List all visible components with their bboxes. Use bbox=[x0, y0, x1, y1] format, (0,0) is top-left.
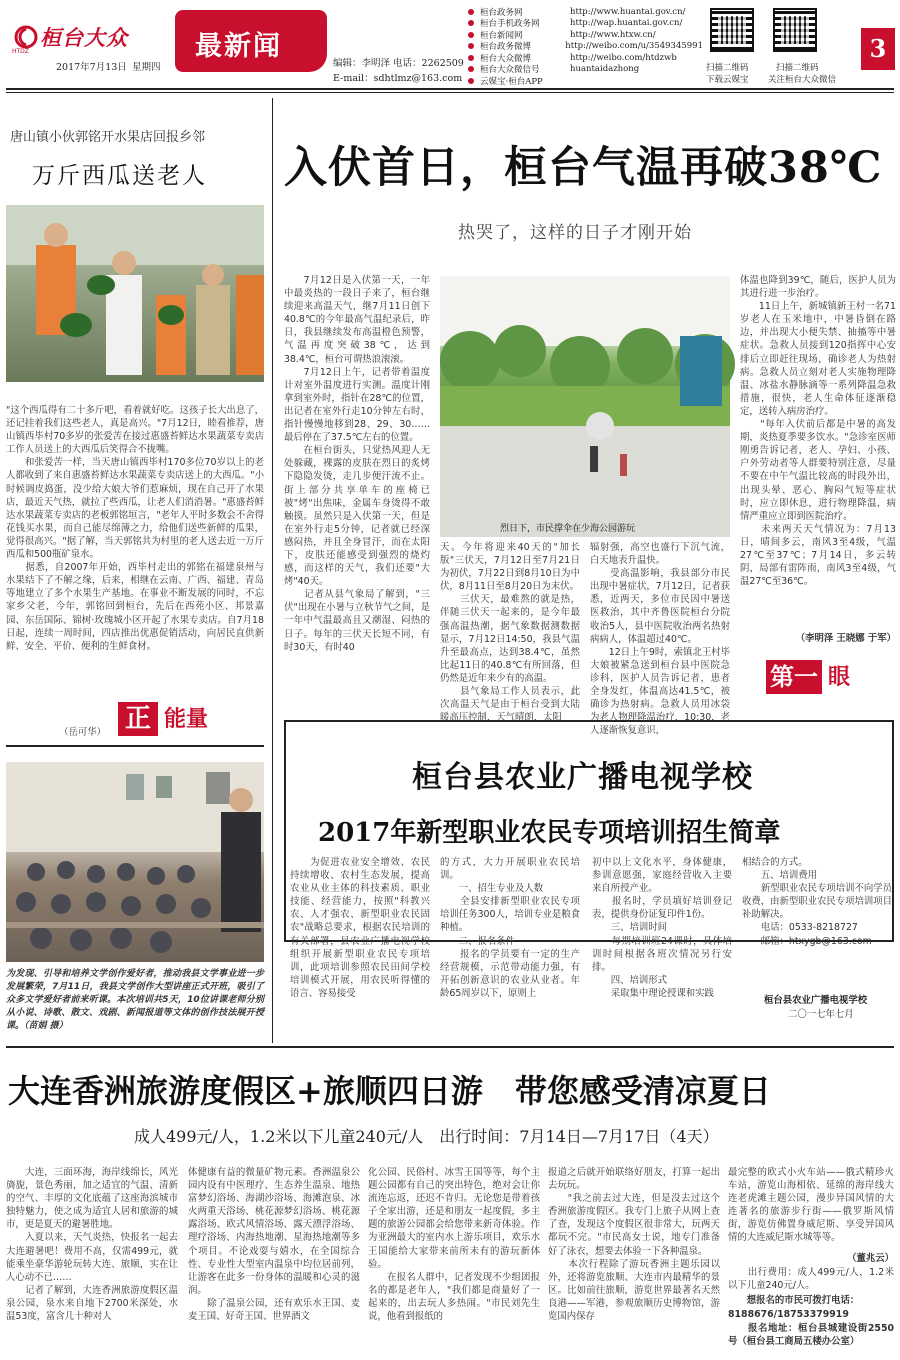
positive-energy-tag bbox=[118, 702, 242, 736]
travel-contact-phone[interactable]: 8188676/18753379919 bbox=[728, 1309, 849, 1320]
main-headline: 入伏首日，桓台气温再破38℃ bbox=[284, 143, 883, 193]
site-url[interactable]: http://www.htxw.cn/ bbox=[570, 29, 656, 40]
qr-caption: 关注桓台大众微信 bbox=[768, 75, 837, 85]
story-title: 万斤西瓜送老人 bbox=[32, 163, 207, 189]
qr-code-wechat[interactable] bbox=[773, 8, 817, 52]
travel-address: 报名地址：桓台县城建设街2550号（桓台县工商局五楼办公室） bbox=[728, 1323, 894, 1348]
travel-headline: 大连香洲旅游度假区+旅顺四日游 带您感受清凉夏日 bbox=[8, 1072, 771, 1110]
story-byline: （岳可华） bbox=[59, 727, 106, 738]
page-number: 3 bbox=[861, 28, 895, 70]
site-name: 桓台新闻网 bbox=[480, 30, 523, 41]
site-url[interactable]: http://www.huantai.gov.cn/ bbox=[570, 6, 686, 17]
qr-caption: 扫描二维码 bbox=[706, 63, 749, 73]
school-ad-col1: 为促进农业安全增效、农民持续增收、农村生态发展，提高农业从业主体的科技素质、职业技能、经营能力，按照"科教兴农、人才强农、新型职业农民固农"战略总要求，根据农民培训的有关部署，县农业广播电视学校组织开展新型职业农民专项培训，此项培训参照农民田间学校培训模式开展，用农民听得懂的语言、容易接受 bbox=[290, 857, 430, 999]
tag-text: 能量 bbox=[164, 706, 209, 732]
column-divider bbox=[272, 98, 273, 1043]
tag-char: 正 bbox=[118, 702, 158, 736]
qr-caption: 扫描二维码 bbox=[776, 63, 819, 73]
masthead-logo: 桓台大众 bbox=[40, 25, 128, 50]
site-row bbox=[468, 18, 703, 30]
school-ad-title: 桓台县农业广播电视学校 bbox=[412, 760, 753, 795]
site-row bbox=[468, 52, 703, 64]
travel-col1: 大连，三面环海，海岸线绵长，风光旖旎，景色秀丽，加之适宜的气温、清新的空气、丰厚的文化底蕴了这座海滨城市独特魅力，使之成为适宜人居和旅游的城市，更是夏天的避暑胜地。 入夏以来，天气炎热，快报名一起去大连避暑吧！费用不高，仅需499元，就能乘坐豪华游轮玩转大连、旅顺，实在让人心动不已…… 记者了解到，大连香洲旅游度假区温泉公园，泉水来自地下2700米深处，水温53度，富含几十种对人 bbox=[6, 1167, 178, 1323]
bullet-icon bbox=[468, 20, 474, 26]
travel-col3: 化公园、民俗村、冰雪王国等等，每个主题公园都有自己的突出特色，绝对会让你流连忘返，还迟不肯归。无论您是带着孩子全家出游，还是和朋友一起度假，多主题的旅游公园都会给您带来新奇体验。作为亚洲最大的室内水上游乐项目，欢乐水王国能给大家带来前所未有的游玩新体验。 在报名人群中，记者发现不少组团报名的都是老年人，"我们都是商量好了一起来的，出去玩人多热闹。"市民刘先生说，他看到报纸的 bbox=[368, 1167, 540, 1323]
bullet-icon bbox=[468, 66, 474, 72]
travel-col5: 最完整的欧式小火车站——俄式精珍火车站，游览山海相依、延绵的海岸线大连老虎滩主题公园，漫步异国风情的大连著名的旅游步行街——俄罗斯风情街，游览仿佛置身威尼斯、享受异国风情的大连威尼斯水城等等。 bbox=[728, 1167, 894, 1244]
park-photo-caption: 烈日下，市民撑伞在少海公园游玩 bbox=[500, 524, 636, 534]
school-ad-col3: 初中以上文化水平，身体健康，参训意愿强，家庭经营收入主要来自所授产业。 报名时，学员填好培训登记表，提供身份证复印件1份。 三、培训时间 每期培训班24课时，具体培训时间根据各班次情况另行安排。 四、培训形式 采取集中理论授课和实践 bbox=[592, 857, 732, 999]
bullet-icon bbox=[468, 55, 474, 61]
site-name: 桓台大众微博 bbox=[480, 53, 532, 64]
site-url[interactable]: http://wap.huantai.gov.cn/ bbox=[570, 18, 683, 29]
issue-weekday: 星期四 bbox=[132, 62, 161, 73]
school-ad-signature: 桓台县农业广播电视学校 bbox=[764, 995, 868, 1006]
section-badge bbox=[175, 10, 327, 72]
bullet-icon bbox=[468, 78, 474, 84]
school-ad-date: 二〇一七年七月 bbox=[788, 1009, 854, 1020]
school-ad-col4: 相结合的方式。 五、培训费用 新型职业农民专项培训不向学员收费，由新型职业农民专项培训项目补助解决。 电话：0533-8218727 邮箱：htxygb@163.com bbox=[742, 857, 893, 947]
site-name: 桓台政务微博 bbox=[480, 42, 532, 53]
travel-subheadline: 成人499元/人，1.2米以下儿童240元/人 出行时间：7月14日—7月17日（4天） bbox=[134, 1127, 719, 1146]
story-kicker: 唐山镇小伙郭铭开水果店回报乡邻 bbox=[10, 130, 206, 145]
main-subheadline: 热哭了，这样的日子才刚开始 bbox=[458, 223, 692, 243]
logo-icon bbox=[14, 26, 38, 48]
site-url[interactable]: http://weibo.com/u/3549345991 bbox=[565, 41, 703, 52]
site-row bbox=[468, 29, 703, 41]
school-ad-col2: 的方式，大力开展职业农民培训。 一、招生专业及人数 全县安排新型职业农民专项培训任务300人，培训专业是粮食种植。 二、报名条件 报名的学员要有一定的生产经营规模，示范带动能力强，有开拓创新意识的农业从业者。年龄65周岁以下，原则上 bbox=[440, 857, 580, 999]
masthead-rule bbox=[6, 88, 894, 90]
email-line: E-mail：sdhtlmz@163.com bbox=[333, 73, 463, 84]
issue-date: 2017年7月13日 bbox=[56, 62, 127, 73]
tag-char: 第一 bbox=[766, 660, 822, 694]
travel-contact-label: 想报名的市民可拨打电话： bbox=[728, 1295, 860, 1306]
main-story-col4: 体温也降到39℃，随后，医护人员为其进行进一步治疗。 11日上午，新城镇新王村一名71岁老人在玉米地中，中暑昏倒在路边，并出现大小便失禁、抽搐等中暑症状。急救人员接到120指挥中心安排后立即赶往现场，确诊老人为热射病。急救人员立刻对老人实施物理降温、冰盐水静脉滴等一系列降温急救措施，很快，老人生命体征逐渐稳定，送转入病房治疗。 "每年入伏前后都是中暑的高发期，炎热夏季要多饮水。"急诊室医师刚勇告诉记者，老人、孕妇、小孩、户外劳动者等人群要特别注意，尽量不要在中午气温比较高的时段外出，出现头晕、恶心、胸闷气短等症状时，应立即休息，进行物理降温，病情严重应立即到医院治疗。 未来两天天气情况为：7月13日，晴间多云，南风3至4级，气温27℃至37℃；7月14日，多云转阴，局部有雷阵雨，南风3至4级，气温27℃至36℃。 bbox=[740, 275, 896, 588]
story-body: "这个西瓜得有二十多斤吧，看着就好吃。这孩子长大出息了，还记挂着我们这些老人，真是高兴。"7月12日，睦看推荐，唐山镇西毕村70多岁的张爱苦在接过惠盛苔鲜达水果蔬菜专卖店工作人员送上的大西瓜后笑得合不拢嘴。 和张爱苦一样，当天唐山镇西毕村170多位70岁以上的老人都收到了来自惠盛苔鲜达水果蔬菜专卖店送上的大西瓜。"小时候调皮捣蛋，没少给大娘大爷们惹麻烦，现在自己开了水果店，最近天气热，就拉了些西瓜，让老人们消消暑。"惠盛苔鲜达水果蔬菜专卖店的老板郭铭垣言，"老年人平时多数会不舍得花钱买水果，而自己能尽绵薄之力，给他们送些新鲜的瓜果，觉得很高兴。"据了解，当天郭铭共为村里的老人送去近一万斤西瓜和500瓶矿泉水。 据悉，自2007年开始，西毕村走出的郭铭在福建泉州与水果结下了不解之缘，后来，相继在云南、广西、福建、青岛等地建立了多个水果生产基地。在事业不断发展的同时，不忘家乡父老，今年，郭铭回到桓台，先后在西苑小区、邦景嘉园、东岳国际、锦树·玫瑰城小区开起了水果专卖店。自7月18日起，连续一周时间，四店推出优惠促销活动，向居民直供新鲜、安全、平价、便利的生鲜食材。 bbox=[6, 405, 264, 652]
qr-caption: 下载云媒宝 bbox=[706, 75, 749, 85]
editor-line: 编辑：李明泽 电话：2262509 bbox=[333, 58, 464, 69]
site-list bbox=[468, 6, 703, 87]
travel-price: 出行费用：成人499元/人，1.2米以下儿童240元/人。 bbox=[728, 1267, 894, 1292]
literature-caption: 为发现、引导和培养文学创作爱好者，推动我县文学事业进一步发展繁荣，7月11日，我县文学创作大型讲座正式开班，吸引了众多文学爱好者前来听课。本次培训共5天，10位讲课老师分别从小说、诗歌、散文、戏剧、新闻报道等文体的创作技法展开授课。（苗娟 摄） bbox=[6, 969, 264, 1031]
park-photo bbox=[440, 276, 730, 537]
column-rule bbox=[6, 745, 264, 747]
section-rule bbox=[6, 1046, 894, 1048]
travel-col2: 体健康有益的微量矿物元素。香洲温泉公园内设有中医理疗、生态养生温泉、地热富梦幻浴场、海湖沙浴场、海滩泡泉、冰火两重天浴场、桃花源梦幻浴场、桃花源露浴场、欧式风情浴场、露天漂浮浴场、理疗浴场、内海热地潮、星海热地潮等多个项目。不论戏耍与嬉水，在全国综合性、专业性大型室内温泉中均位居前列，让游客在此多一份身体的温暖和心灵的滋润。 除了温泉公园，还有欢乐水王国、麦麦王国、好奇王国、世界酒文 bbox=[188, 1167, 360, 1323]
bullet-icon bbox=[468, 9, 474, 15]
bullet-icon bbox=[468, 43, 474, 49]
travel-byline: （董兆云） bbox=[847, 1253, 894, 1264]
main-story-col1: 7月12日是入伏第一天，一年中最炎热的一段日子来了，桓台继续迎来高温天气，继7月11日创下40.8℃的今年最高气温纪录后，昨日，我县继续发布高温橙色预警，气温再度突破38℃，达到38.4℃，桓台可谓热浪滚滚。 7月12日上午，记者带着温度计对室外温度进行实测。温度计刚拿到室外时，指针在28℃的位置，出记者在室外行走10分钟左右时，指针慢慢地移到28、29、30……最后停在了37.5℃左右的位置。 在桓台街头，只觉热风迎人无处躲藏，裸露的皮肤在烈日的炙烤下隐隐发烫，走几步便汗流不止。街上部分共享单车的座椅已被"烤"出焦味，金属车身烫得不敢触摸。虽然只是入伏第一天，但是在室外行走5分钟，记者就已经深感闷热，并且全身冒汗，而在太阳下，皮肤还能感受到强烈的烧灼感，而这样的天气，我们还要"大烤"40天。 记者从县气象局了解到，"三伏"出现在小暑与立秋节气之间，是一年中气温最高且又潮湿、闷热的日子。每年的三伏天长短不同，有时30天，有时40 bbox=[284, 275, 430, 653]
qr-code-app[interactable] bbox=[710, 8, 754, 52]
site-row bbox=[468, 6, 703, 18]
bullet-icon bbox=[468, 32, 474, 38]
site-url[interactable]: http://weibo.com/htdzwb bbox=[570, 52, 677, 63]
watermelon-photo bbox=[6, 205, 264, 382]
site-name: 云媒宝·桓台APP bbox=[480, 76, 543, 87]
travel-col4: 报道之后就开始联络好朋友，打算一起出去玩玩。 "我之前去过大连，但是没去过这个香洲旅游度假区。我专门上旅子从网上查了查，发现这个度假区很非常大，玩两天都玩不完。"市民高女士说，地专门准备好了泳衣，想要去体验一下各种温泉。 本次行程除了游玩香洲主题乐园以外，还将游览旅顺、大连市内最精华的景区。比如前往旅顺，游览世界最著名天然良港——军港，参观旅顺历史博物馆，游览国内保存 bbox=[548, 1167, 720, 1323]
masthead-rule-thin bbox=[6, 92, 894, 93]
first-look-tag bbox=[766, 660, 898, 694]
literature-class-photo bbox=[6, 762, 264, 962]
masthead-logo-sub: HTDZ bbox=[12, 48, 29, 55]
site-row bbox=[468, 41, 703, 53]
site-row bbox=[468, 64, 703, 76]
main-story-col3: 辐射强，高空也盛行下沉气流，白天地表升温快。 受高温影响，我县部分市民出现中暑症状，7月12日，记者获悉，近两天，多位市民因中暑送医救治，其中齐鲁医院桓台分院收治5人，县中医院收治两名热射病病人，体温超过40℃。 12日上午9时，索镇北王村毕大娘被紧急送到桓台县中医院急诊科，医护人员告诉记者，患者全身发红，体温高达41.5℃，被确诊为热射病。急救人员用冰袋为老人物理降温治疗，10:30，老人逐渐恢复意识， bbox=[590, 542, 730, 737]
site-name: 桓台政务网 bbox=[480, 7, 523, 18]
main-story-col2: 天。今年将迎来40天的"加长版"三伏天，7月12日至7月21日为初伏，7月22日到8月10日为中伏，8月11日至8月20日为末伏。 三伏天，最难熬的就是热，伴随三伏天一起来的，是今年最强高温热潮，据气象数据测数据显示，7月12日14:50，我县气温升至最高点，达到38.4℃，虽然比起11日的40.8℃有所回落，但仍然是近年来少有的高温。 县气象局工作人员表示，此次高温天气是由于桓台受到大陆暖高压控制，天气晴朗，太阳 bbox=[440, 542, 580, 724]
school-ad-subtitle: 2017年新型职业农民专项培训招生简章 bbox=[318, 818, 781, 848]
site-row bbox=[468, 75, 703, 87]
section-name: 最新闻 bbox=[195, 31, 282, 62]
site-url[interactable]: huantaidazhong bbox=[570, 64, 640, 75]
tag-text: 眼 bbox=[828, 664, 851, 690]
site-name: 桓台大众微信号 bbox=[480, 65, 540, 76]
site-name: 桓台手机政务网 bbox=[480, 19, 540, 30]
main-story-byline: （李明泽 王晓娜 于军） bbox=[795, 633, 896, 644]
